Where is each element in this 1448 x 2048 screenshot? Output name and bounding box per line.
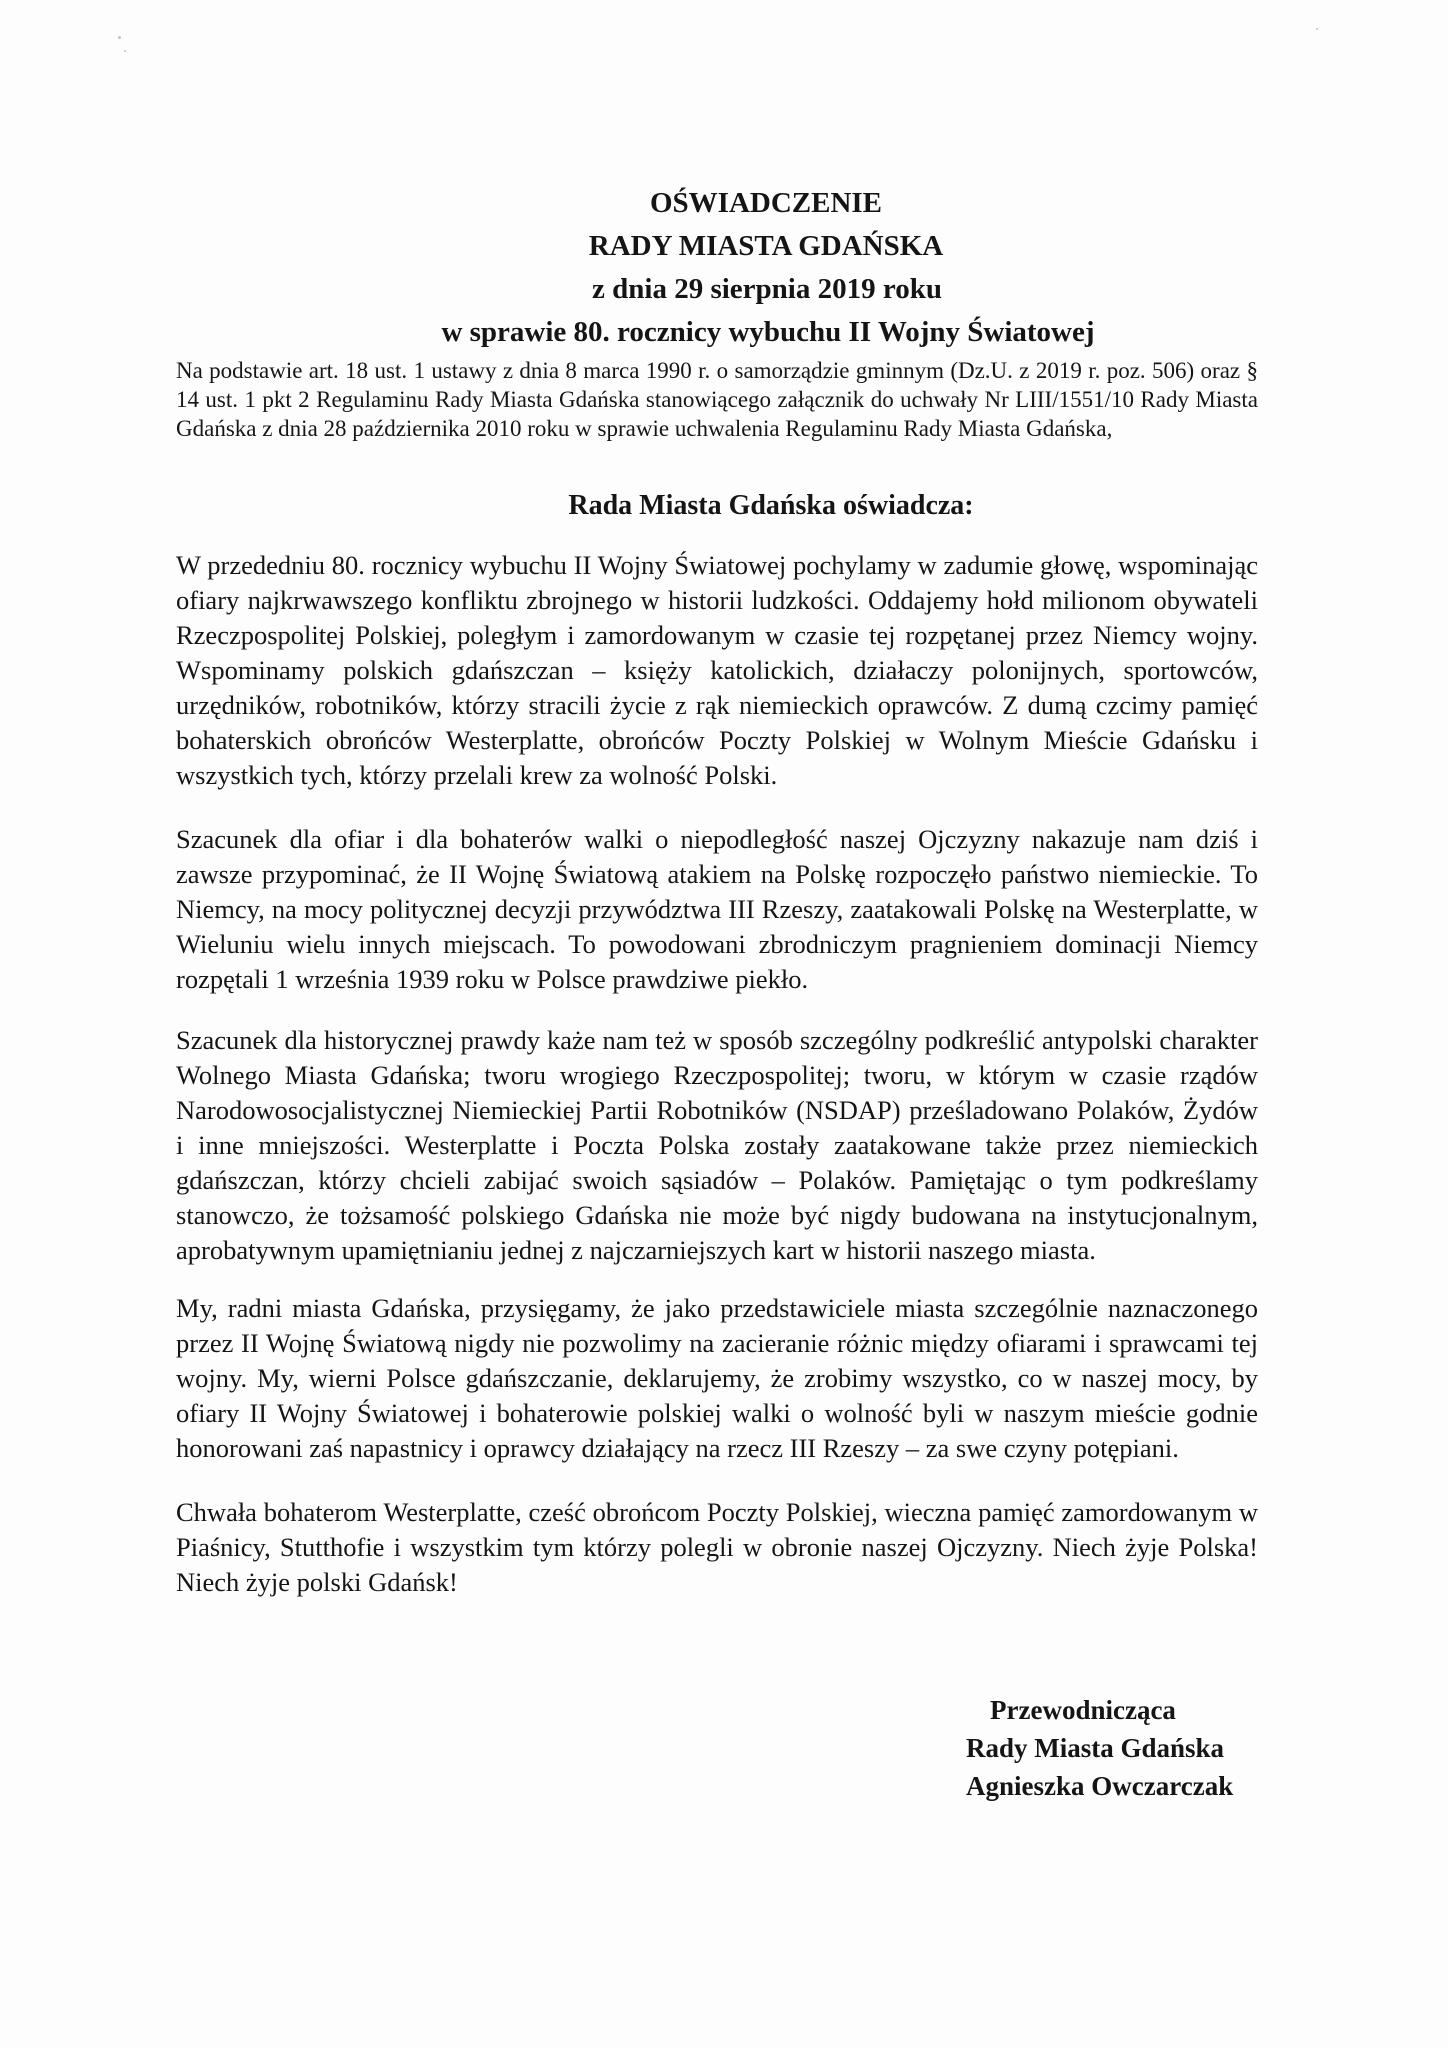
- body-paragraph: Szacunek dla ofiar i dla bohaterów walki o niepodległość naszej Ojczyzny nakazuje nam dziś i zawsze przypominać, że II Wojnę Światową atakiem na Polskę rozpoczęło państwo niemieckie. To Niemcy, na mocy politycznej decyzji przywództwa III Rzeszy, zaatakowali Polskę na Westerplatte, w Wieluniu wielu innych miejscach. To powodowani zbrodniczym pragnieniem dominacji Niemcy rozpętali 1 września 1939 roku w Polsce prawdziwe piekło.: [176, 824, 1258, 994]
- body-paragraph: W przededniu 80. rocznicy wybuchu II Wojny Światowej pochylamy w zadumie głowę, wspominając ofiary najkrwawszego konfliktu zbrojnego w historii ludzkości. Oddajemy hołd milionom obywateli Rzeczpospolitej Polskiej, poległym i zamordowanym w czasie tej rozpętanej przez Niemcy wojny. Wspominamy polskich gdańszczan – księży katolickich, działaczy polonijnych, sportowców, urzędników, robotników, którzy stracili życie z rąk niemieckich oprawców. Z dumą czcimy pamięć bohaterskich obrońców Westerplatte, obrońców Poczty Polskiej w Wolnym Mieście Gdańsku i wszystkich tych, którzy przelali krew za wolność Polski.: [176, 550, 1258, 790]
- scan-speck: [1316, 28, 1318, 30]
- title-line-statement: OŚWIADCZENIE: [649, 187, 883, 219]
- signature-body: Rady Miasta Gdańska: [966, 1733, 1225, 1763]
- scan-speck: [124, 50, 126, 52]
- title-line-date: z dnia 29 sierpnia 2019 roku: [592, 273, 942, 305]
- body-paragraph: Szacunek dla historycznej prawdy każe nam też w sposób szczególny podkreślić antypolski charakter Wolnego Miasta Gdańska; tworu wrogiego Rzeczpospolitej; tworu, w którym w czasie rządów Narodowosocjalistycznej Niemieckiej Partii Robotników (NSDAP) prześladowano Polaków, Żydów i inne mniejszości. Westerplatte i Poczta Polska zostały zaatakowane także przez niemieckich gdańszczan, którzy chcieli zabijać swoich sąsiadów – Polaków. Pamiętając o tym podkreślamy stanowczo, że tożsamość polskiego Gdańska nie może być nigdy budowana na instytucjonalnym, aprobatywnym upamiętnianiu jednej z najczarniejszych kart w historii naszego miasta.: [176, 1025, 1258, 1265]
- declaration-heading: [0, 488, 1448, 524]
- body-paragraph: My, radni miasta Gdańska, przysięgamy, że jako przedstawiciele miasta szczególnie naznaczonego przez II Wojnę Światową nigdy nie pozwolimy na zacieranie różnic między ofiarami i sprawcami tej wojny. My, wierni Polsce gdańszczanie, deklarujemy, że zrobimy wszystko, co w naszej mocy, by ofiary II Wojny Światowej i bohaterowie polskiej walki o wolność byli w naszym mieście godnie honorowani zaś napastnicy i oprawcy działający na rzecz III Rzeszy – za swe czyny potępiani.: [176, 1293, 1258, 1463]
- legal-basis-text: Na podstawie art. 18 ust. 1 ustawy z dnia 8 marca 1990 r. o samorządzie gminnym (Dz.U. z 2019 r. poz. 506) oraz § 14 ust. 1 pkt 2 Regulaminu Rady Miasta Gdańska stanowiącego załącznik do uchwały Nr LIII/1551/10 Rady Miasta Gdańska z dnia 28 października 2010 roku w sprawie uchwalenia Regulaminu Rady Miasta Gdańska,: [176, 358, 1258, 441]
- signature-name: Agnieszka Owczarczak: [966, 1771, 1234, 1801]
- body-paragraph: Chwała bohaterom Westerplatte, cześć obrońcom Poczty Polskiej, wieczna pamięć zamordowanym w Piaśnicy, Stutthofie i wszystkim tym którzy polegli w obronie naszej Ojczyzny. Niech żyje Polska! Niech żyje polski Gdańsk!: [176, 1497, 1258, 1597]
- document-title: [0, 182, 1448, 354]
- scan-speck: [118, 36, 121, 39]
- signature-block: [966, 1691, 1233, 1805]
- signature-role: Przewodnicząca: [990, 1695, 1176, 1725]
- title-line-council: RADY MIASTA GDAŃSKA: [588, 230, 944, 262]
- title-line-subject: w sprawie 80. rocznicy wybuchu II Wojny Światowej: [441, 316, 1095, 348]
- declaration-heading-text: Rada Miasta Gdańska oświadcza:: [568, 490, 974, 521]
